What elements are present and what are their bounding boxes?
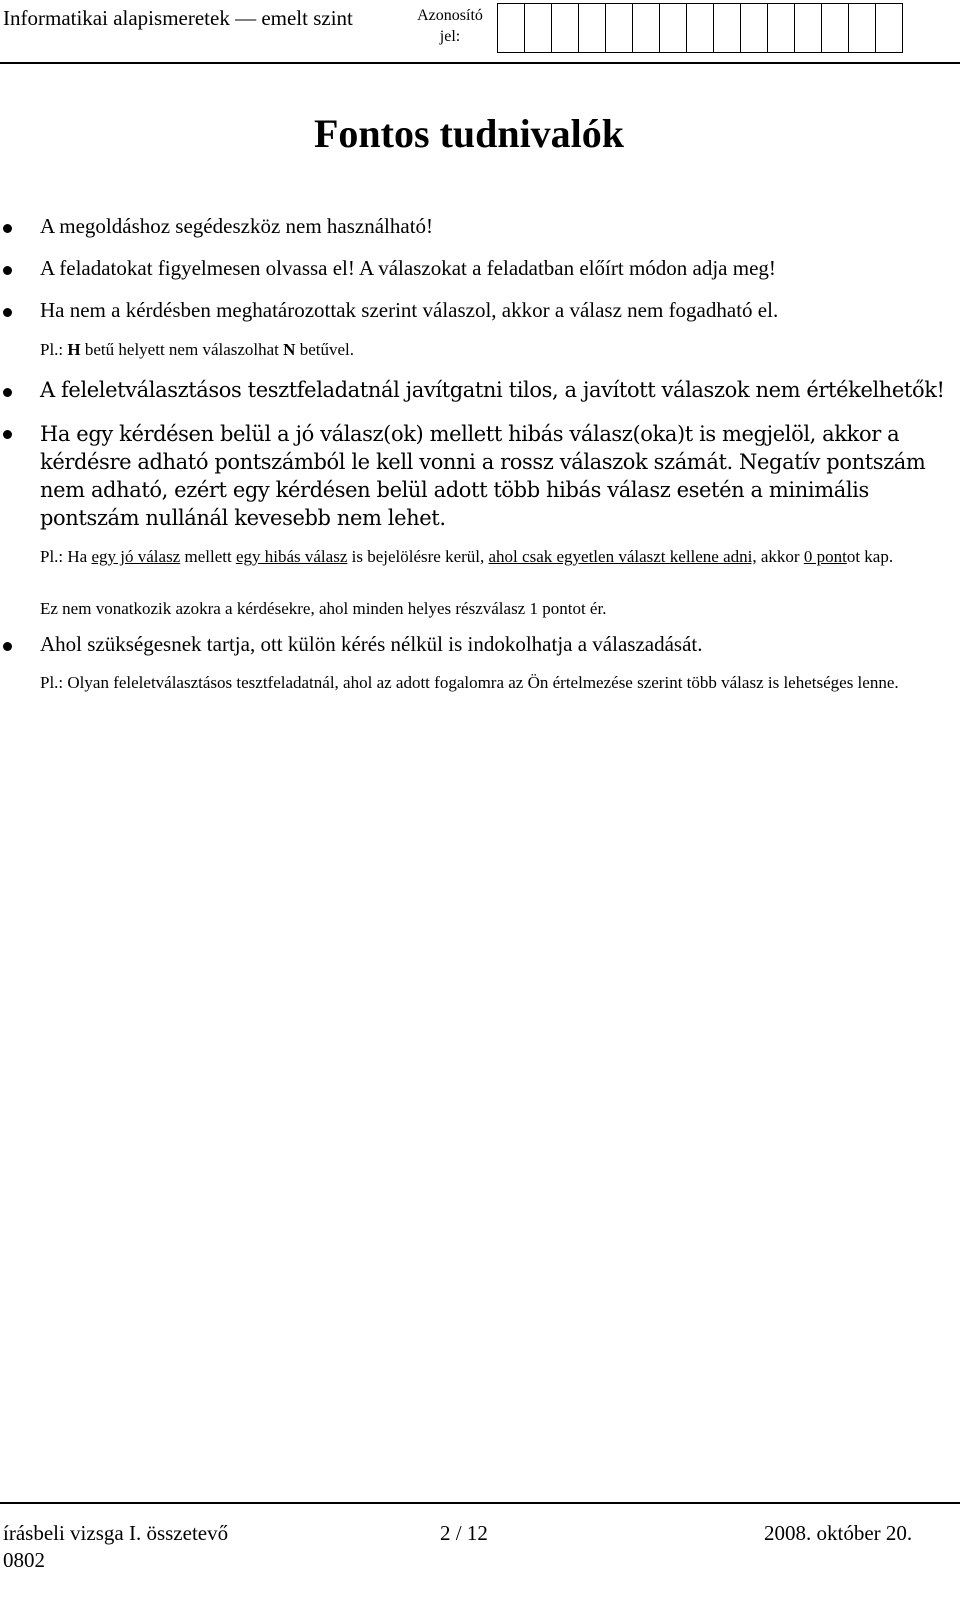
bullet-icon [3, 308, 12, 317]
footer-page-number: 2 / 12 [440, 1521, 488, 1545]
bullet-icon [3, 266, 12, 275]
example-prefix: Pl.: [40, 340, 68, 359]
example-part: is bejelölésre kerül, [347, 547, 489, 566]
id-box[interactable] [687, 4, 714, 52]
page-title: Fontos tudnivalók [313, 111, 625, 156]
footer-date: 2008. október 20. [764, 1521, 913, 1545]
id-box[interactable] [849, 4, 876, 52]
id-boxes[interactable] [497, 3, 903, 53]
item-text: Ha egy kérdésen belül a jó válasz(ok) mellett hibás válasz(oka)t is megjelöl, akkor a kérdésre adható pontszámból le kell vonni a rossz válaszok számát. Negatív pontszám nem adható, ezért egy kérdésen belül adott több hibás válasz esetén a minimális pontszám nullánál kevesebb nem lehet. [40, 422, 926, 530]
example-mid: betű helyett nem válaszolhat [80, 340, 284, 359]
example-suffix: betűvel. [295, 340, 354, 359]
id-box[interactable] [795, 4, 822, 52]
id-box[interactable] [579, 4, 606, 52]
id-box[interactable] [741, 4, 768, 52]
item-text: A megoldáshoz segédeszköz nem használható! [40, 214, 434, 238]
id-box[interactable] [822, 4, 849, 52]
id-box[interactable] [525, 4, 552, 52]
item-text: Ha nem a kérdésben meghatározottak szerint válaszol, akkor a válasz nem fogadható el. [40, 298, 779, 322]
id-box[interactable] [633, 4, 660, 52]
bullet-icon [3, 388, 12, 397]
bullet-icon [3, 224, 12, 233]
example-bold-n: N [283, 340, 296, 359]
bullet-icon [3, 430, 12, 439]
bullet-icon [3, 642, 12, 651]
header-title: Informatikai alapismeretek — emelt szint [3, 6, 353, 30]
footer-rule [0, 1502, 960, 1504]
example-part: ot kap. [846, 547, 894, 566]
header-rule [0, 62, 960, 64]
item-text: A feleletválasztásos tesztfeladatnál javítgatni tilos, a javított válaszok nem értékelhetők! [40, 378, 945, 402]
footer-code: 0802 [3, 1548, 45, 1572]
example-underline: egy hibás válasz [235, 547, 348, 566]
example-part: akkor [756, 547, 804, 566]
example-underline: 0 pont [803, 547, 847, 566]
example-text: Pl.: Olyan feleletválasztásos tesztfeladatnál, ahol az adott fogalomra az Ön értelmezése szerint több válasz is lehetséges lenne. [40, 673, 899, 692]
id-box[interactable] [768, 4, 795, 52]
example-underline: egy jó válasz [91, 547, 181, 566]
id-box[interactable] [660, 4, 687, 52]
example-part: mellett [180, 547, 236, 566]
example-text [40, 340, 940, 360]
example-bold-h: H [67, 340, 81, 359]
example-underline: ahol csak egyetlen választ kellene adni, [488, 547, 757, 566]
id-label: Azonosító jel: [417, 7, 483, 45]
id-box[interactable] [606, 4, 633, 52]
item-text: Ahol szükségesnek tartja, ott külön kérés nélkül is indokolhatja a válaszadását. [40, 632, 703, 656]
id-box[interactable] [876, 4, 903, 52]
item-text: A feladatokat figyelmesen olvassa el! A válaszokat a feladatban előírt módon adja meg! [40, 256, 776, 280]
example-part: Pl.: Ha [40, 547, 92, 566]
id-box[interactable] [714, 4, 741, 52]
example-text [40, 545, 940, 569]
id-box[interactable] [498, 4, 525, 52]
footer-exam-label: írásbeli vizsga I. összetevő [3, 1521, 229, 1545]
note-text: Ez nem vonatkozik azokra a kérdésekre, ahol minden helyes részválasz 1 pontot ér. [40, 599, 607, 618]
page-header [0, 0, 960, 64]
id-box[interactable] [552, 4, 579, 52]
